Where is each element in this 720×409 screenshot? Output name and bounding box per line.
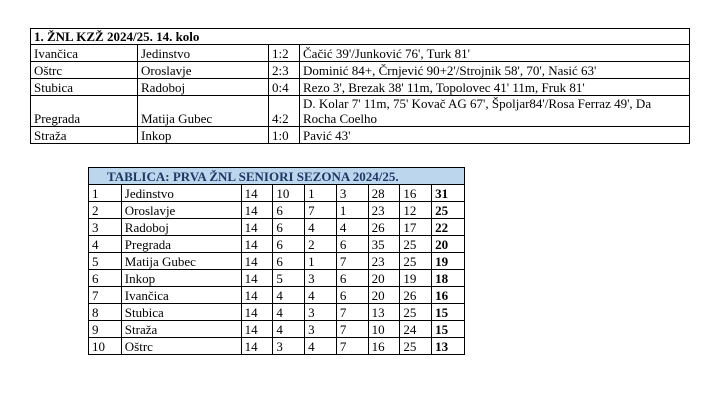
standings-row xyxy=(89,185,465,202)
drawn-cell: 7 xyxy=(305,202,337,219)
match-scorers: Dominić 84+, Črnjević 90+2'/Strojnik 58', 70', Nasić 63' xyxy=(300,62,690,79)
match-score: 0:4 xyxy=(269,79,300,96)
played-cell: 14 xyxy=(241,338,273,355)
goals-for-cell: 26 xyxy=(368,219,400,236)
standings-row xyxy=(89,287,465,304)
match-row xyxy=(31,62,690,79)
lost-cell: 7 xyxy=(336,253,368,270)
played-cell: 14 xyxy=(241,270,273,287)
goals-against-cell: 17 xyxy=(400,219,432,236)
played-cell: 14 xyxy=(241,236,273,253)
position-cell: 9 xyxy=(89,321,122,338)
points-cell: 16 xyxy=(432,287,465,304)
drawn-cell: 4 xyxy=(305,287,337,304)
standings-row xyxy=(89,219,465,236)
goals-for-cell: 10 xyxy=(368,321,400,338)
lost-cell: 7 xyxy=(336,304,368,321)
match-score: 2:3 xyxy=(269,62,300,79)
points-cell: 13 xyxy=(432,338,465,355)
lost-cell: 1 xyxy=(336,202,368,219)
match-scorers: D. Kolar 7' 11m, 75' Kovač AG 67', Špoljar84'/Rosa Ferraz 49', Da Rocha Coelho xyxy=(300,96,690,127)
goals-for-cell: 16 xyxy=(368,338,400,355)
goals-for-cell: 20 xyxy=(368,270,400,287)
position-cell: 6 xyxy=(89,270,122,287)
standings-row xyxy=(89,270,465,287)
match-score: 4:2 xyxy=(269,96,300,127)
won-cell: 4 xyxy=(273,304,305,321)
won-cell: 4 xyxy=(273,287,305,304)
goals-for-cell: 28 xyxy=(368,185,400,202)
drawn-cell: 4 xyxy=(305,338,337,355)
lost-cell: 7 xyxy=(336,321,368,338)
position-cell: 2 xyxy=(89,202,122,219)
played-cell: 14 xyxy=(241,219,273,236)
match-scorers: Pavić 43' xyxy=(300,127,690,144)
team-name-cell: Matija Gubec xyxy=(121,253,241,270)
goals-against-cell: 25 xyxy=(400,338,432,355)
standings-row xyxy=(89,338,465,355)
team-name-cell: Straža xyxy=(121,321,241,338)
drawn-cell: 3 xyxy=(305,270,337,287)
position-cell: 10 xyxy=(89,338,122,355)
points-cell: 25 xyxy=(432,202,465,219)
position-cell: 4 xyxy=(89,236,122,253)
goals-for-cell: 20 xyxy=(368,287,400,304)
match-scorers: Čačić 39'/Junković 76', Turk 81' xyxy=(300,45,690,62)
standings-row xyxy=(89,236,465,253)
won-cell: 6 xyxy=(273,202,305,219)
match-row xyxy=(31,79,690,96)
team-name-cell: Oroslavje xyxy=(121,202,241,219)
standings-row xyxy=(89,321,465,338)
away-team: Oroslavje xyxy=(138,62,269,79)
position-cell: 5 xyxy=(89,253,122,270)
goals-against-cell: 19 xyxy=(400,270,432,287)
played-cell: 14 xyxy=(241,287,273,304)
points-cell: 19 xyxy=(432,253,465,270)
lost-cell: 7 xyxy=(336,338,368,355)
points-cell: 15 xyxy=(432,304,465,321)
lost-cell: 6 xyxy=(336,287,368,304)
team-name-cell: Stubica xyxy=(121,304,241,321)
won-cell: 5 xyxy=(273,270,305,287)
standings-body xyxy=(89,185,465,355)
won-cell: 3 xyxy=(273,338,305,355)
goals-against-cell: 16 xyxy=(400,185,432,202)
drawn-cell: 4 xyxy=(305,219,337,236)
goals-against-cell: 12 xyxy=(400,202,432,219)
team-name-cell: Jedinstvo xyxy=(121,185,241,202)
home-team: Stubica xyxy=(31,79,138,96)
standings-title-row xyxy=(89,168,465,185)
match-row xyxy=(31,127,690,144)
position-cell: 3 xyxy=(89,219,122,236)
lost-cell: 3 xyxy=(336,185,368,202)
match-score: 1:0 xyxy=(269,127,300,144)
played-cell: 14 xyxy=(241,321,273,338)
away-team: Matija Gubec xyxy=(138,96,269,127)
match-row xyxy=(31,45,690,62)
home-team: Ivančica xyxy=(31,45,138,62)
results-table xyxy=(30,28,690,144)
lost-cell: 4 xyxy=(336,219,368,236)
results-title-row xyxy=(31,29,690,45)
goals-against-cell: 26 xyxy=(400,287,432,304)
goals-for-cell: 23 xyxy=(368,253,400,270)
won-cell: 6 xyxy=(273,219,305,236)
goals-against-cell: 24 xyxy=(400,321,432,338)
position-cell: 1 xyxy=(89,185,122,202)
won-cell: 4 xyxy=(273,321,305,338)
team-name-cell: Radoboj xyxy=(121,219,241,236)
goals-for-cell: 35 xyxy=(368,236,400,253)
results-title: 1. ŽNL KZŽ 2024/25. 14. kolo xyxy=(31,29,690,45)
points-cell: 15 xyxy=(432,321,465,338)
home-team: Oštrc xyxy=(31,62,138,79)
home-team: Straža xyxy=(31,127,138,144)
standings-table xyxy=(88,167,465,355)
position-cell: 7 xyxy=(89,287,122,304)
standings-row xyxy=(89,304,465,321)
drawn-cell: 1 xyxy=(305,253,337,270)
position-cell: 8 xyxy=(89,304,122,321)
away-team: Inkop xyxy=(138,127,269,144)
points-cell: 31 xyxy=(432,185,465,202)
home-team: Pregrada xyxy=(31,96,138,127)
goals-against-cell: 25 xyxy=(400,304,432,321)
team-name-cell: Inkop xyxy=(121,270,241,287)
standings-row xyxy=(89,202,465,219)
drawn-cell: 1 xyxy=(305,185,337,202)
drawn-cell: 3 xyxy=(305,304,337,321)
match-row xyxy=(31,96,690,127)
team-name-cell: Ivančica xyxy=(121,287,241,304)
goals-for-cell: 13 xyxy=(368,304,400,321)
goals-for-cell: 23 xyxy=(368,202,400,219)
away-team: Radoboj xyxy=(138,79,269,96)
played-cell: 14 xyxy=(241,202,273,219)
goals-against-cell: 25 xyxy=(400,236,432,253)
standings-row xyxy=(89,253,465,270)
won-cell: 6 xyxy=(273,253,305,270)
played-cell: 14 xyxy=(241,304,273,321)
match-score: 1:2 xyxy=(269,45,300,62)
won-cell: 6 xyxy=(273,236,305,253)
standings-title: TABLICA: PRVA ŽNL SENIORI SEZONA 2024/25. xyxy=(89,168,465,185)
points-cell: 20 xyxy=(432,236,465,253)
away-team: Jedinstvo xyxy=(138,45,269,62)
lost-cell: 6 xyxy=(336,270,368,287)
lost-cell: 6 xyxy=(336,236,368,253)
drawn-cell: 2 xyxy=(305,236,337,253)
team-name-cell: Oštrc xyxy=(121,338,241,355)
played-cell: 14 xyxy=(241,253,273,270)
points-cell: 18 xyxy=(432,270,465,287)
goals-against-cell: 25 xyxy=(400,253,432,270)
drawn-cell: 3 xyxy=(305,321,337,338)
team-name-cell: Pregrada xyxy=(121,236,241,253)
points-cell: 22 xyxy=(432,219,465,236)
won-cell: 10 xyxy=(273,185,305,202)
match-scorers: Rezo 3', Brezak 38' 11m, Topolovec 41' 11m, Fruk 81' xyxy=(300,79,690,96)
played-cell: 14 xyxy=(241,185,273,202)
